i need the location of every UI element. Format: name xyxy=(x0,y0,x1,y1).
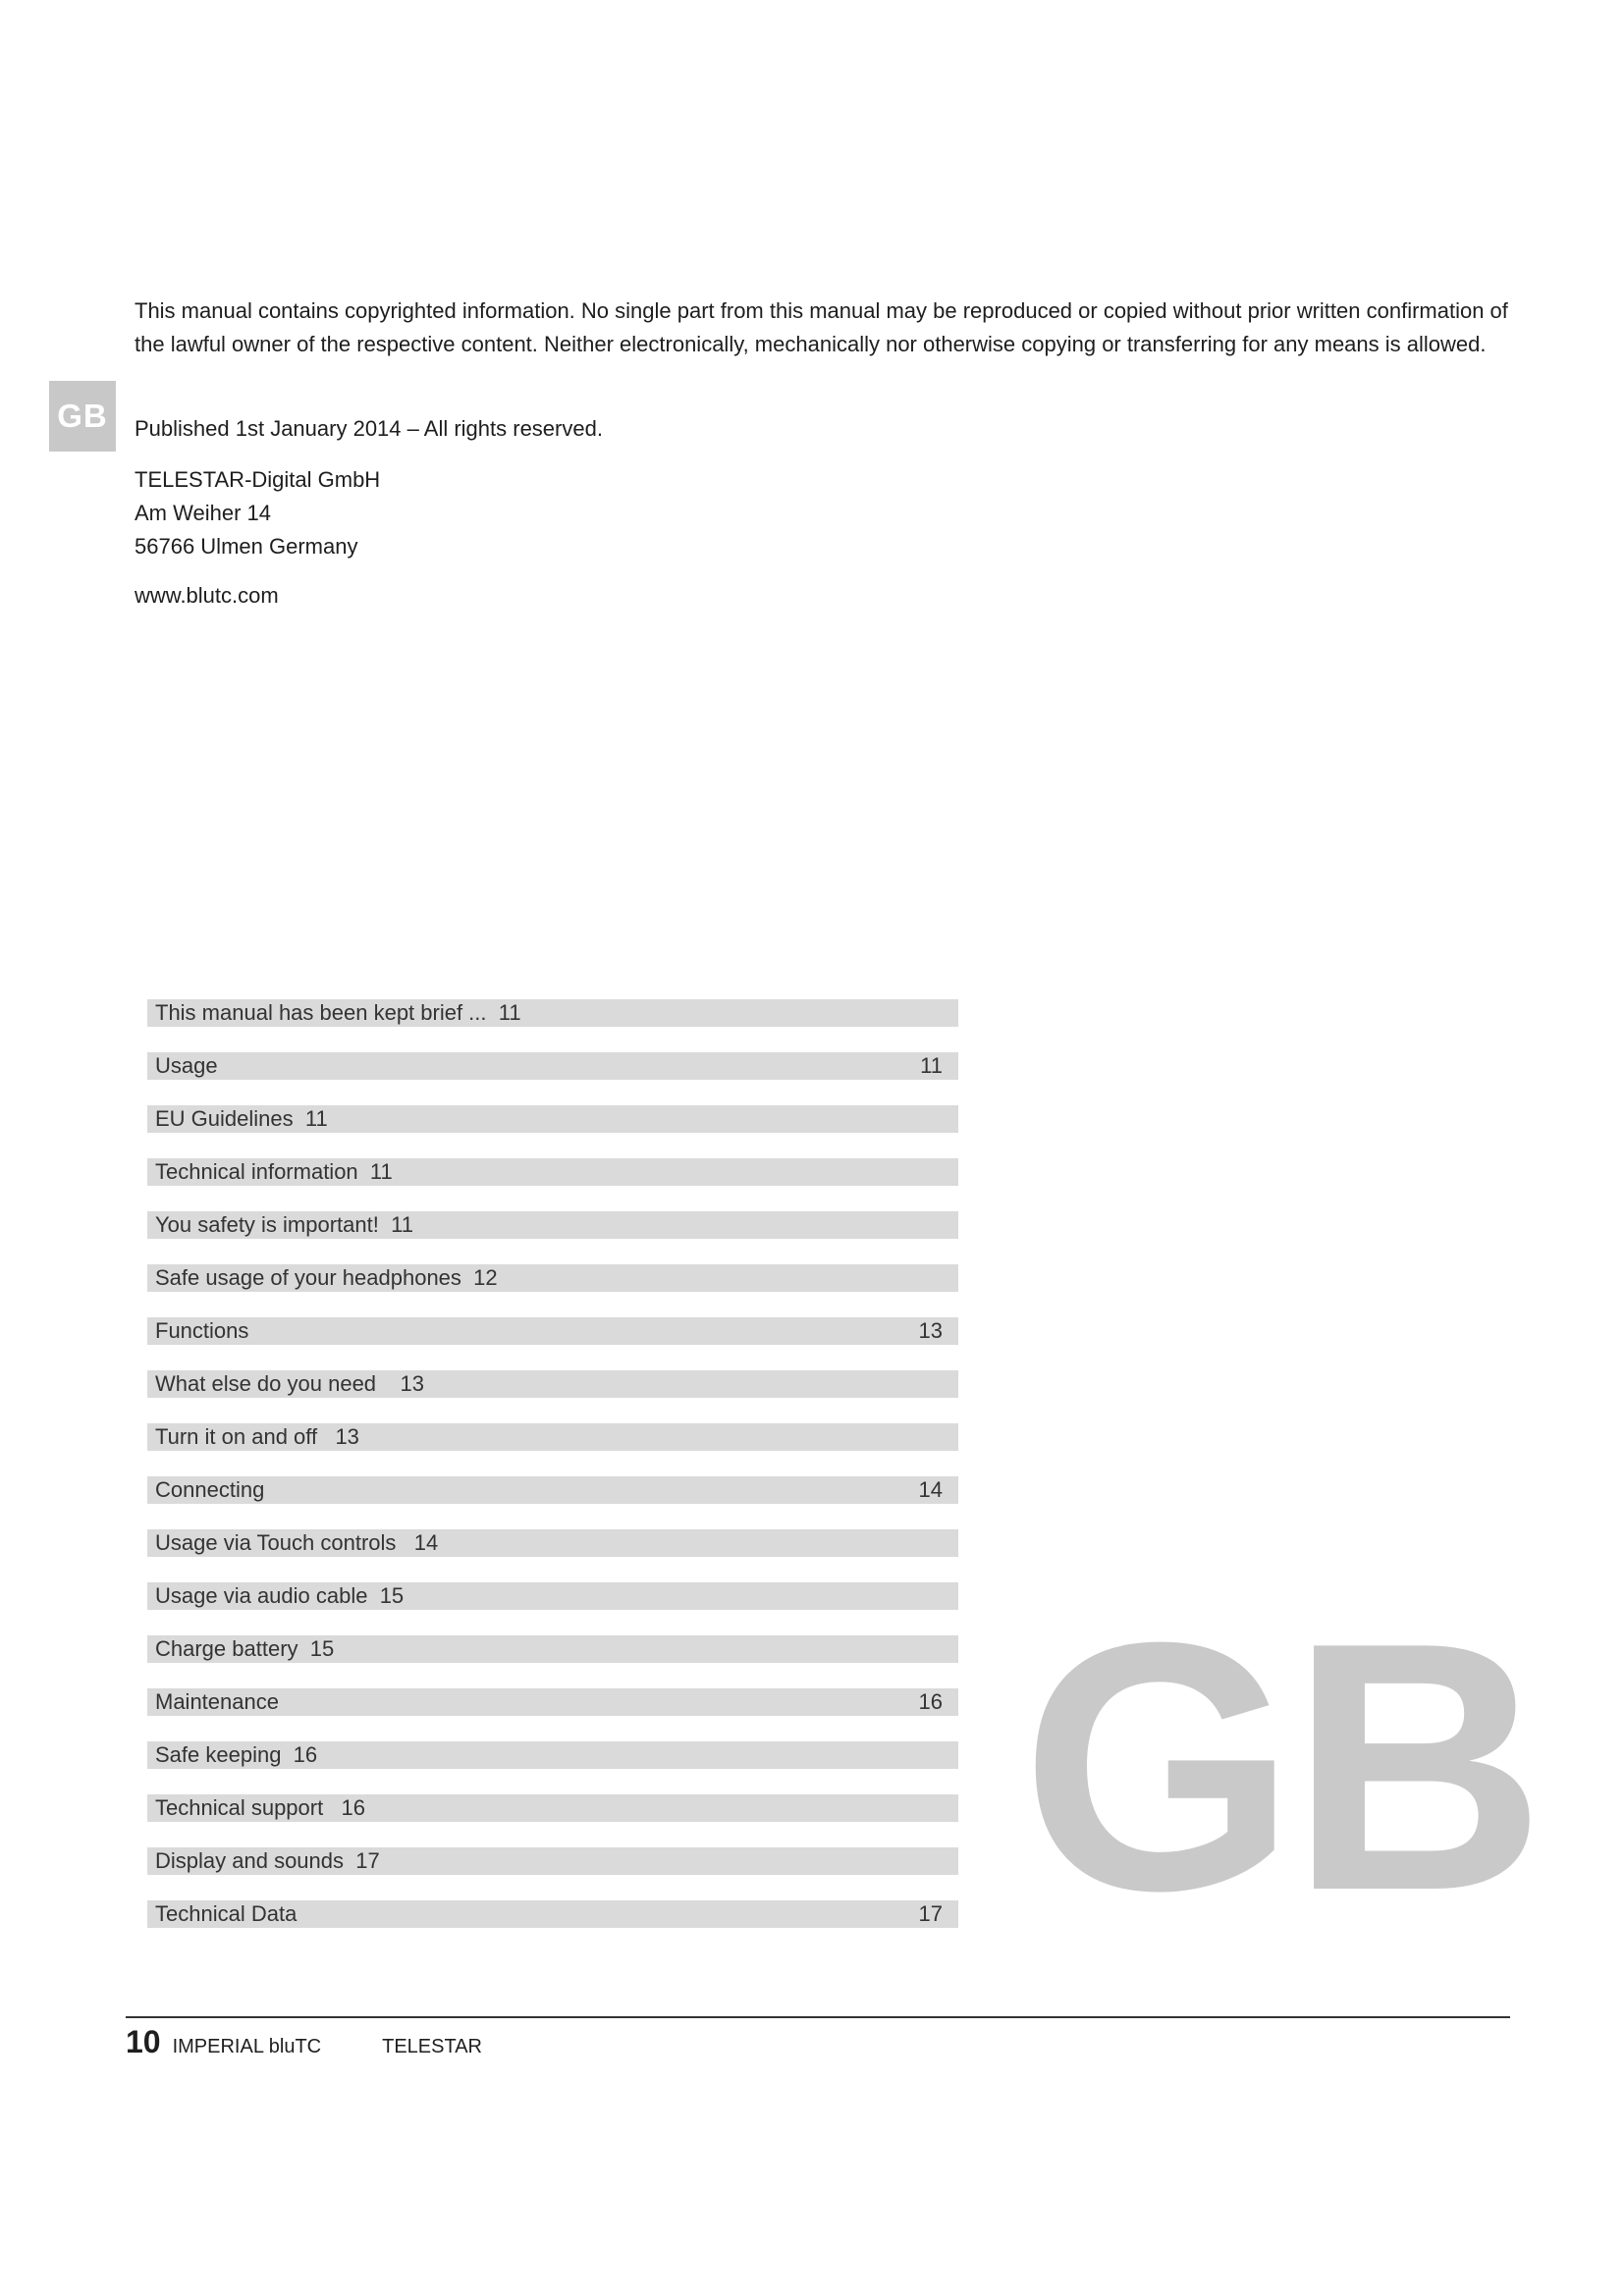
copyright-notice: This manual contains copyrighted information. No single part from this manual may be reproduced or copied without prior written confirmation of the lawful owner of the respective content. Neither electronically, mechanically nor otherwise copying or transferring for any means is allowed. xyxy=(135,298,1508,356)
toc-entry[interactable] xyxy=(147,999,958,1027)
toc-entry[interactable] xyxy=(147,1211,958,1239)
toc-entry-label: Technical information 11 xyxy=(155,1159,393,1184)
toc-entry[interactable] xyxy=(147,1688,958,1716)
toc-entry[interactable] xyxy=(147,1741,958,1769)
footer-divider xyxy=(126,2016,1510,2018)
toc-entry-label: Safe keeping 16 xyxy=(155,1742,318,1767)
toc-entry-label: Technical support 16 xyxy=(155,1795,366,1820)
language-tab: GB xyxy=(49,381,116,452)
company-street: Am Weiher 14 xyxy=(135,501,271,525)
toc-entry-label: Maintenance xyxy=(155,1689,279,1714)
toc-entry-page: 13 xyxy=(918,1318,943,1343)
toc-entry[interactable] xyxy=(147,1370,958,1398)
toc-entry[interactable] xyxy=(147,1158,958,1186)
company-city: 56766 Ulmen Germany xyxy=(135,534,358,559)
toc-entry-label: Usage via Touch controls 14 xyxy=(155,1530,439,1555)
toc-entry-page: 11 xyxy=(920,1053,943,1078)
toc-entry-label: Functions xyxy=(155,1318,249,1343)
toc-entry-label: Charge battery 15 xyxy=(155,1636,335,1661)
toc-entry[interactable] xyxy=(147,1105,958,1133)
toc-entry-label: This manual has been kept brief ... 11 xyxy=(155,1000,521,1025)
toc-entry[interactable] xyxy=(147,1635,958,1663)
toc-entry-label: What else do you need 13 xyxy=(155,1371,424,1396)
toc-entry[interactable] xyxy=(147,1052,958,1080)
toc-entry[interactable] xyxy=(147,1476,958,1504)
toc-entry-label: Usage xyxy=(155,1053,218,1078)
toc-entry-label: Technical Data xyxy=(155,1901,298,1926)
toc-entry[interactable] xyxy=(147,1423,958,1451)
toc-entry-label: Safe usage of your headphones 12 xyxy=(155,1265,498,1290)
table-of-contents xyxy=(147,999,958,1953)
language-watermark: GB xyxy=(1021,1570,1540,1964)
toc-entry-label: Display and sounds 17 xyxy=(155,1848,380,1873)
toc-entry[interactable] xyxy=(147,1264,958,1292)
toc-entry-page: 16 xyxy=(918,1689,943,1714)
toc-entry[interactable] xyxy=(147,1900,958,1928)
footer-model-name: IMPERIAL bluTC xyxy=(172,2036,322,2057)
toc-entry[interactable] xyxy=(147,1794,958,1822)
toc-entry[interactable] xyxy=(147,1847,958,1875)
toc-entry-page: 17 xyxy=(918,1901,943,1926)
footer-page-number: 10 xyxy=(126,2024,161,2059)
toc-entry-label: Usage via audio cable 15 xyxy=(155,1583,405,1608)
toc-entry-label: Turn it on and off 13 xyxy=(155,1424,359,1449)
published-date: Published 1st January 2014 – All rights reserved. xyxy=(135,416,603,441)
toc-entry-page: 14 xyxy=(918,1477,943,1502)
company-name: TELESTAR-Digital GmbH xyxy=(135,467,381,492)
page-footer xyxy=(126,2024,482,2060)
toc-entry[interactable] xyxy=(147,1317,958,1345)
toc-entry-label: EU Guidelines 11 xyxy=(155,1106,328,1131)
company-address xyxy=(135,463,380,563)
toc-entry[interactable] xyxy=(147,1529,958,1557)
toc-entry[interactable] xyxy=(147,1582,958,1610)
toc-entry-label: Connecting xyxy=(155,1477,265,1502)
footer-brand-name: TELESTAR xyxy=(382,2036,482,2057)
toc-entry-label: You safety is important! 11 xyxy=(155,1212,413,1237)
website-link[interactable]: www.blutc.com xyxy=(135,583,279,608)
